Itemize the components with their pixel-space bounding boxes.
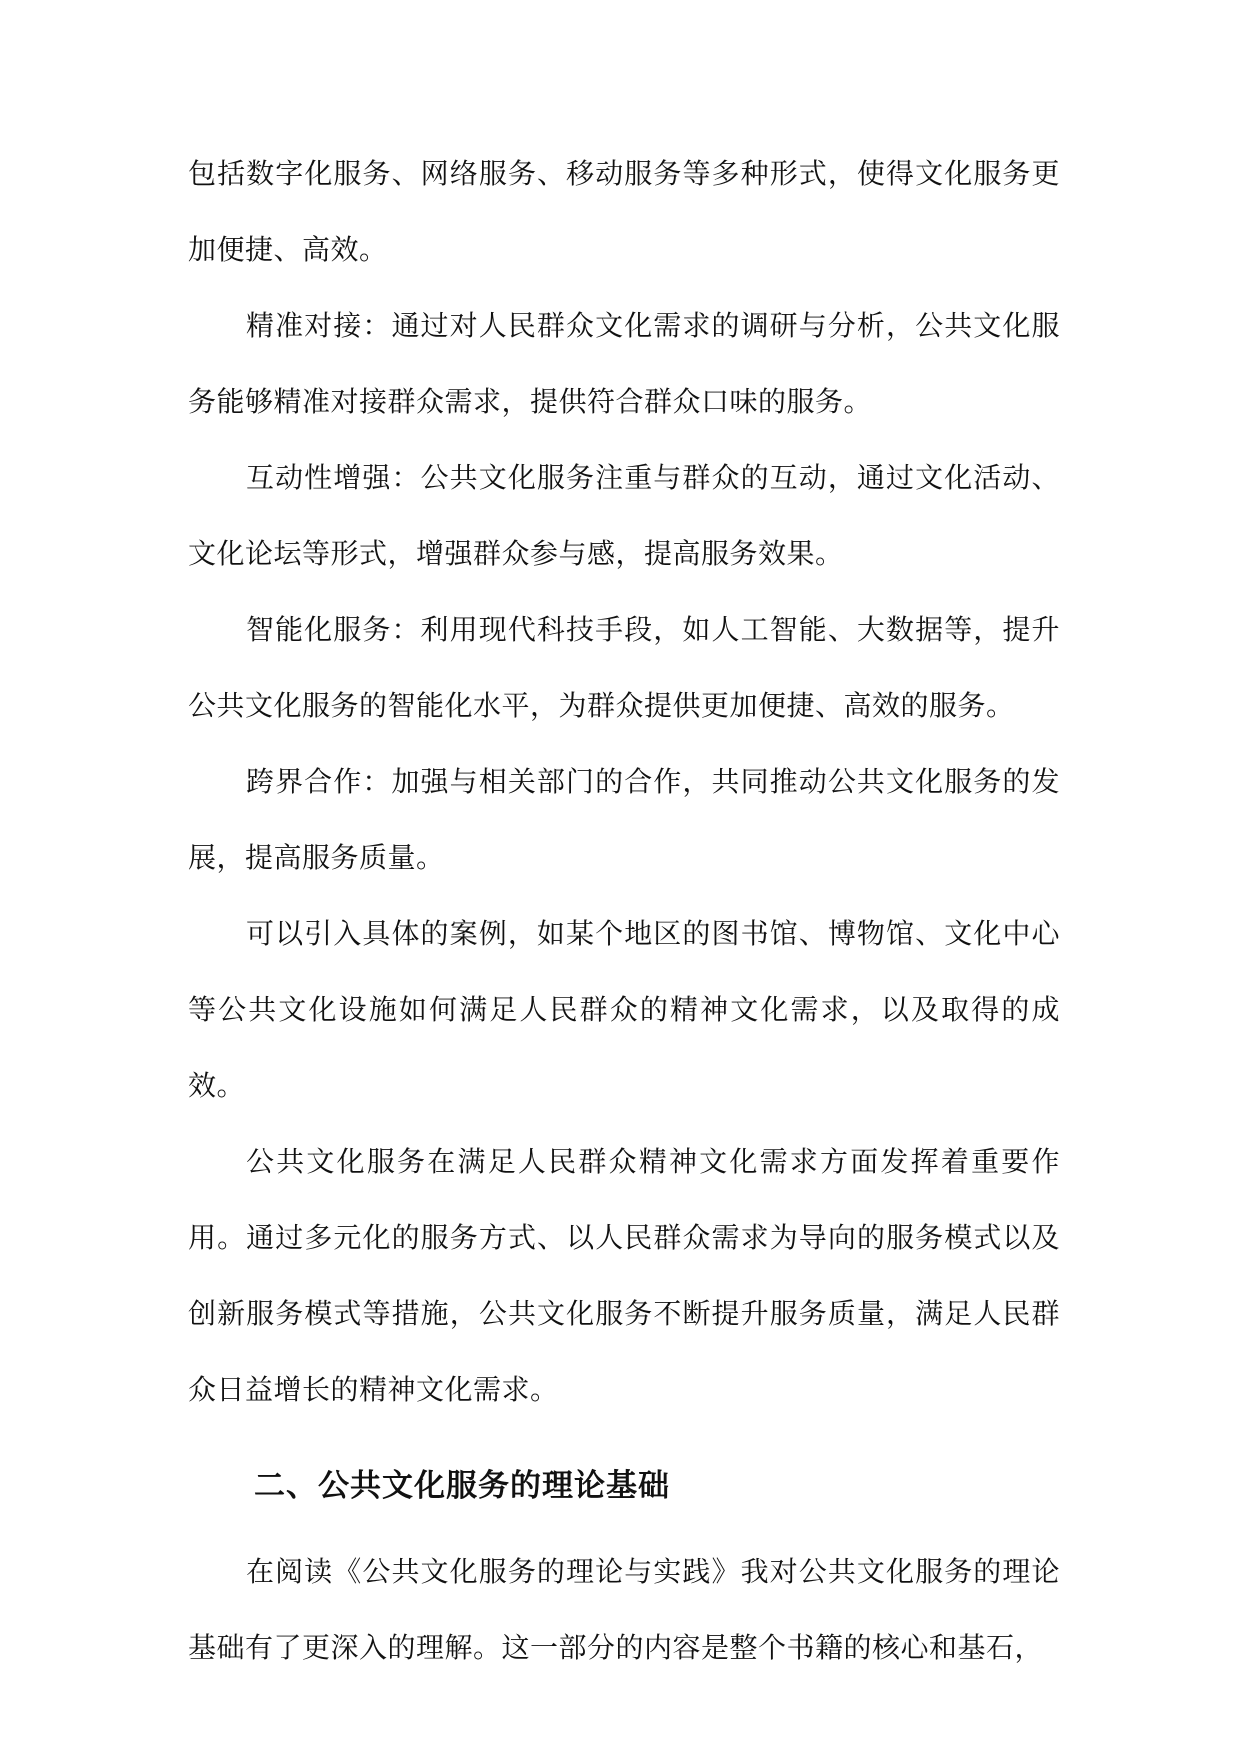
paragraph-precise-matching: 精准对接：通过对人民群众文化需求的调研与分析，公共文化服务能够精准对接群众需求，提供符合群众口味的服务。 — [188, 309, 1060, 418]
document-body — [188, 136, 1060, 1686]
paragraph-theory-intro: 在阅读《公共文化服务的理论与实践》我对公共文化服务的理论基础有了更深入的理解。这一部分的内容是整个书籍的核心和基石， — [188, 1555, 1060, 1664]
section-heading: 二、公共文化服务的理论基础 — [254, 1468, 670, 1504]
paragraph-intelligent-service: 智能化服务：利用现代科技手段，如人工智能、大数据等，提升公共文化服务的智能化水平，为群众提供更加便捷、高效的服务。 — [188, 613, 1060, 722]
paragraph-interactivity: 互动性增强：公共文化服务注重与群众的互动，通过文化活动、文化论坛等形式，增强群众参与感，提高服务效果。 — [188, 461, 1060, 570]
paragraph-cross-border-cooperation: 跨界合作：加强与相关部门的合作，共同推动公共文化服务的发展，提高服务质量。 — [188, 765, 1060, 874]
paragraph-continuation: 包括数字化服务、网络服务、移动服务等多种形式，使得文化服务更加便捷、高效。 — [188, 157, 1060, 266]
paragraph-case-examples: 可以引入具体的案例，如某个地区的图书馆、博物馆、文化中心等公共文化设施如何满足人民群众的精神文化需求，以及取得的成效。 — [188, 917, 1060, 1102]
paragraph-summary: 公共文化服务在满足人民群众精神文化需求方面发挥着重要作用。通过多元化的服务方式、以人民群众需求为导向的服务模式以及创新服务模式等措施，公共文化服务不断提升服务质量，满足人民群众日益增长的精神文化需求。 — [188, 1145, 1060, 1406]
